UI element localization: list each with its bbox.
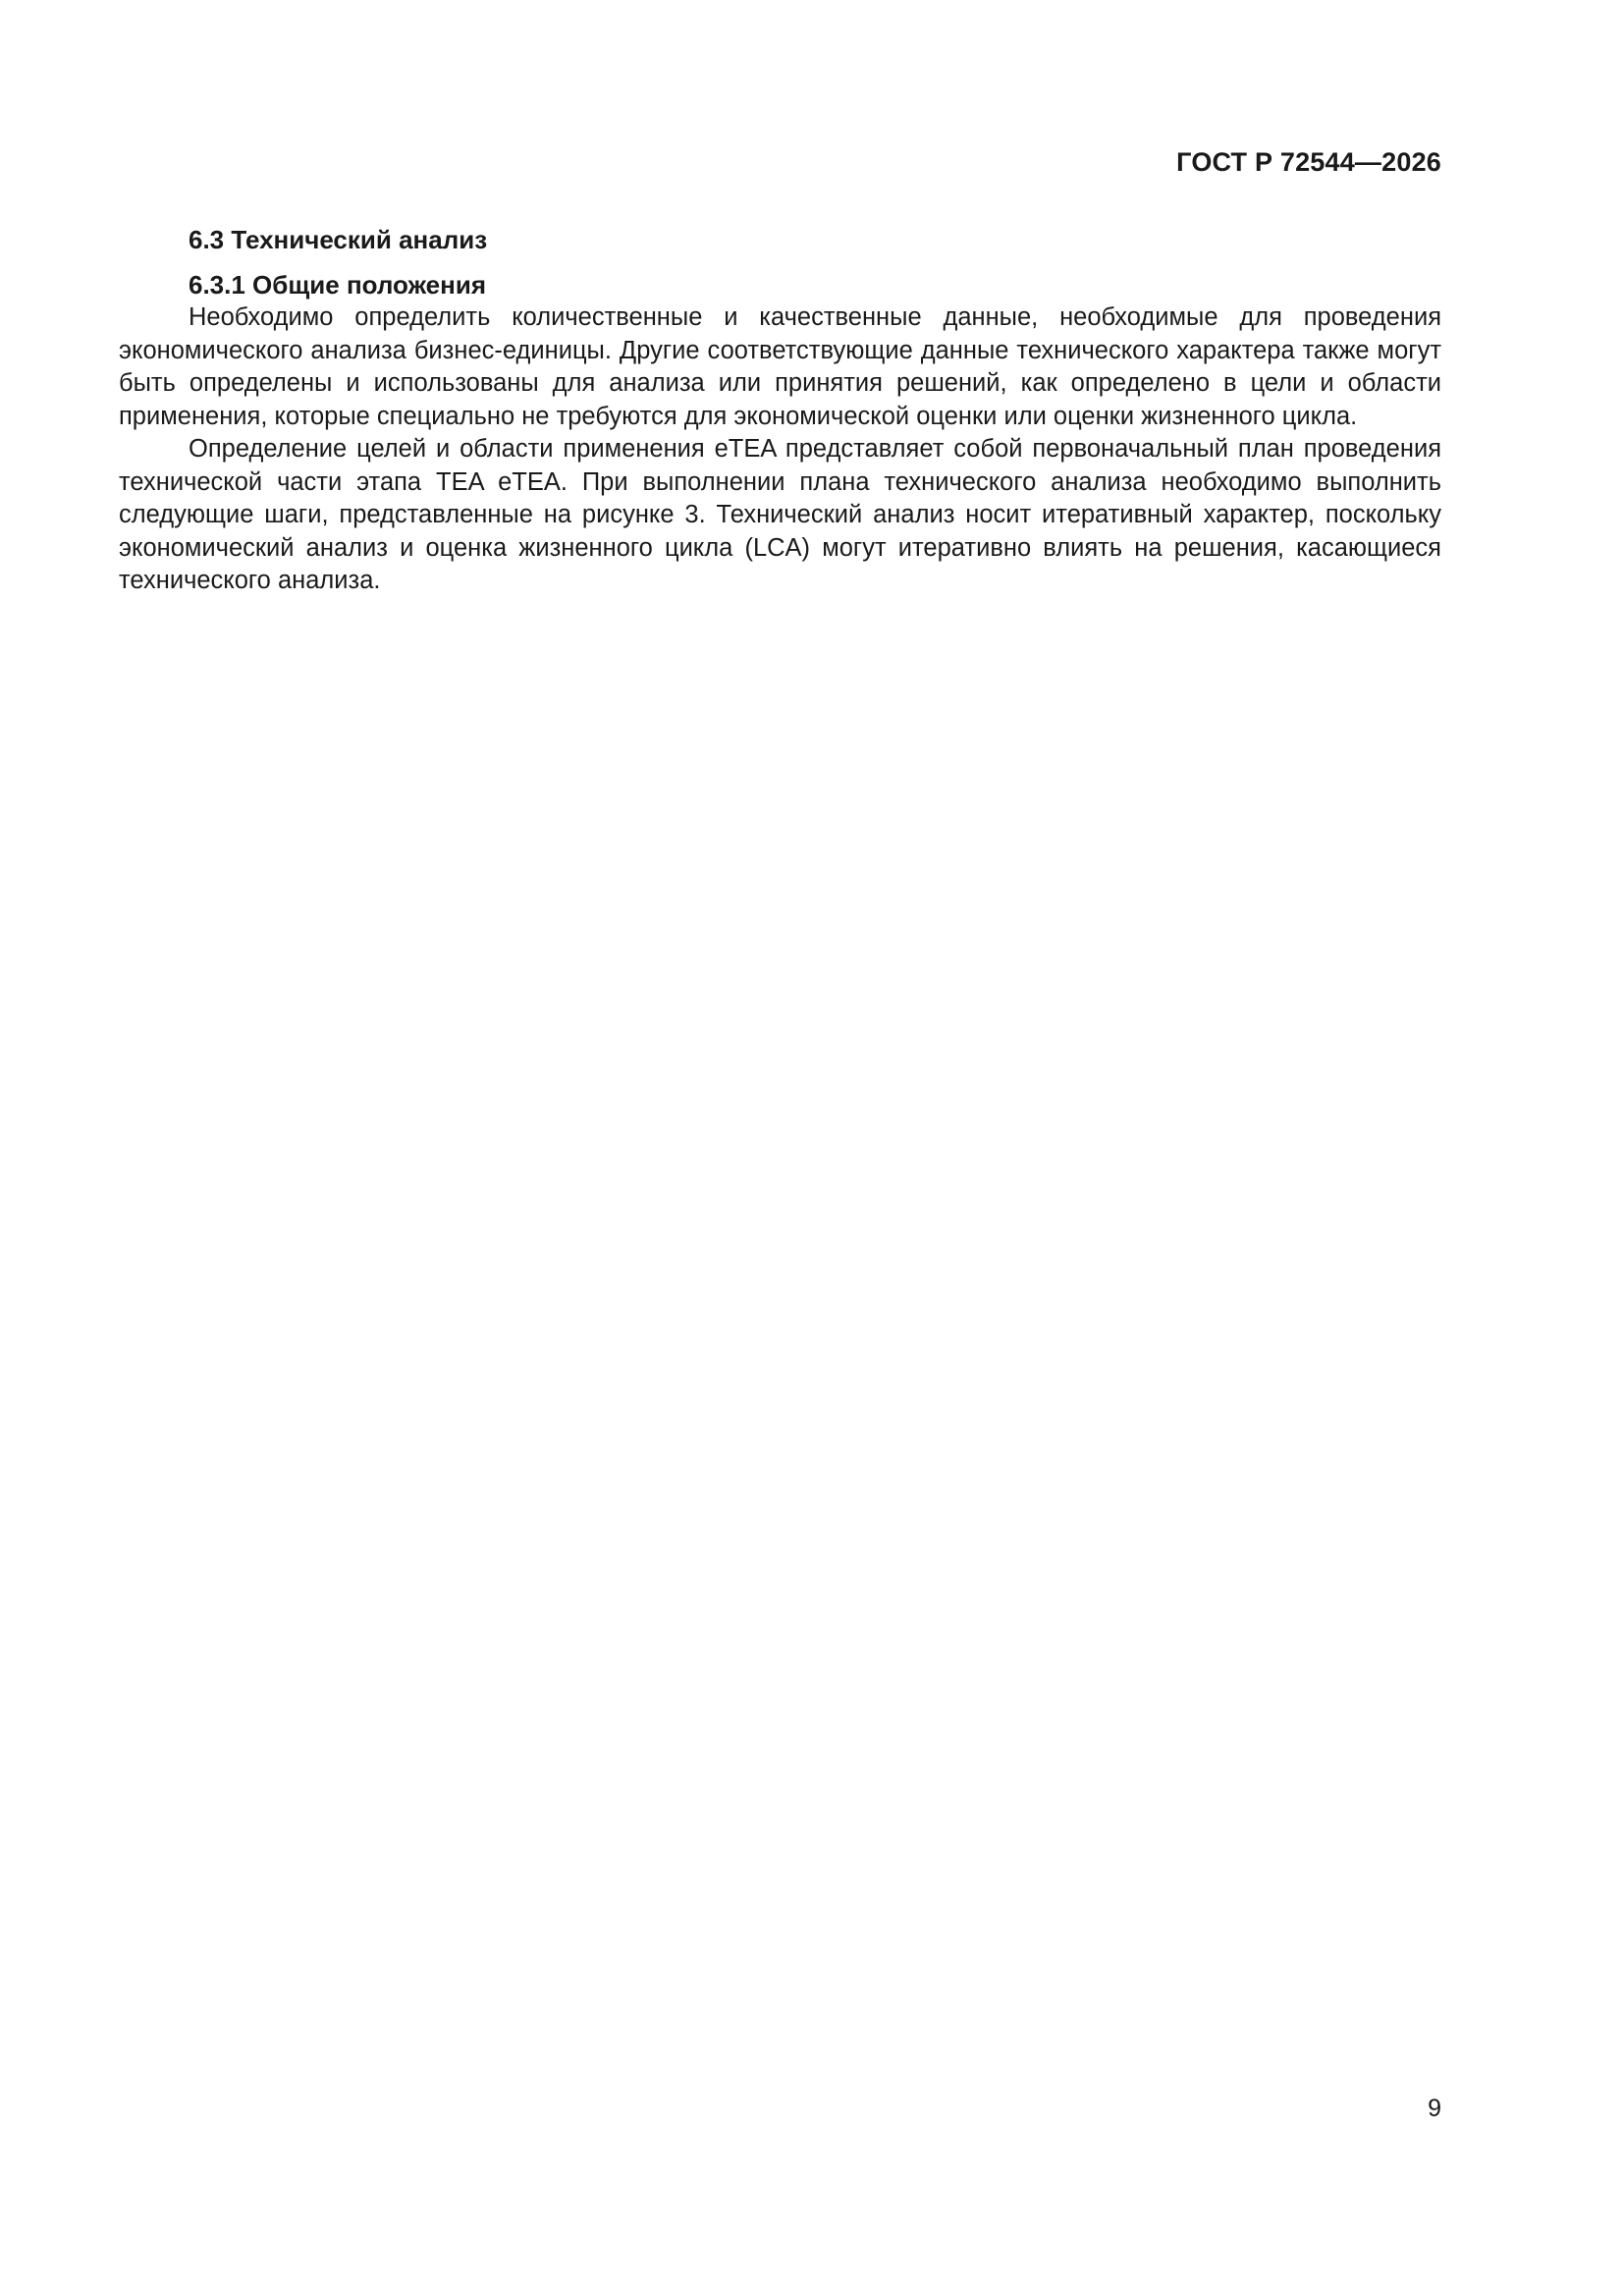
paragraph-2: Определение целей и области применения eTEA представляет собой первоначальный план проведения технической части этапа TEA eTEA. При выполнении плана технического анализа необходимо выполнить следующие шаги, представленные на рисунке 3. Технический анализ носит итеративный характер, поскольку экономический анализ и оценка жизненного цикла (LCA) могут итеративно влиять на решения, касающиеся технического анализа. <box>119 435 1441 594</box>
page-number: 9 <box>1428 2095 1441 2122</box>
document-body <box>119 224 1441 598</box>
section-heading: 6.3 Технический анализ <box>189 225 488 254</box>
paragraph-1: Необходимо определить количественные и качественные данные, необходимые для проведения экономического анализа бизнес-единицы. Другие соответствующие данные технического характера также могут быть определены и использованы для анализа или принятия решений, как определено в цели и области применения, которые специально не требуются для экономической оценки или оценки жизненного цикла. <box>119 303 1441 430</box>
subsection-heading: 6.3.1 Общие положения <box>189 269 486 300</box>
document-code-header: ГОСТ Р 72544—2026 <box>1176 147 1441 177</box>
